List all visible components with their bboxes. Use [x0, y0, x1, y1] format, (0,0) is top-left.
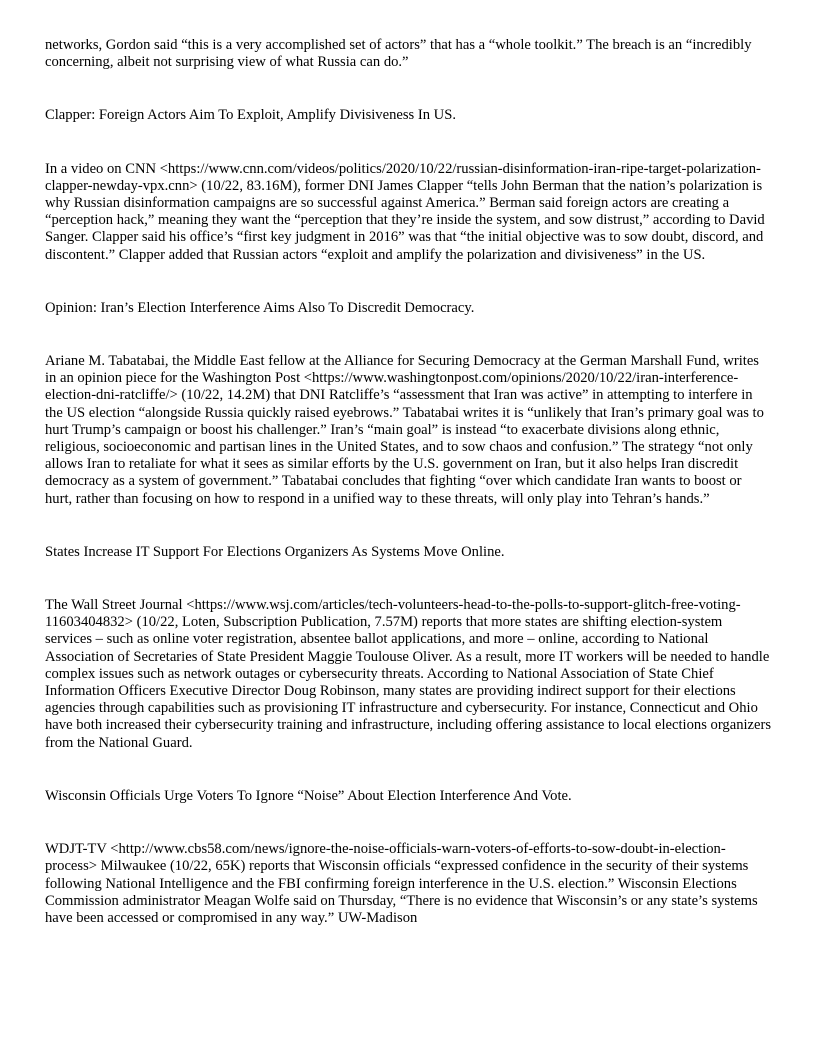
- section-body-wisconsin: WDJT-TV <http://www.cbs58.com/news/ignore-the-noise-officials-warn-voters-of-efforts-to-sow-doubt-in-election-process> Milwaukee (10/22, 65K) reports that Wisconsin officials “expressed confidence in the security of their systems following National Intelligence and the FBI confirming foreign interference in the U.S. election.” Wisconsin Elections Commission administrator Meagan Wolfe said on Thursday, “There is no evidence that Wisconsin’s or any state’s systems have been accessed or compromised in any way.” UW-Madison: [45, 841, 758, 926]
- spacer: [45, 264, 772, 300]
- spacer: [45, 125, 772, 161]
- spacer: [45, 752, 772, 788]
- spacer: [45, 561, 772, 597]
- section-headline-it-support: States Increase IT Support For Elections Organizers As Systems Move Online.: [45, 543, 505, 560]
- document-page: [45, 37, 772, 927]
- spacer: [45, 317, 772, 353]
- section-body-iran-opinion: Ariane M. Tabatabai, the Middle East fellow at the Alliance for Securing Democracy at the German Marshall Fund, writes in an opinion piece for the Washington Post <https://www.washingtonpost.com/opinions/2020/10/22/iran-interference-election-dni-ratcliffe/> (10/22, 14.2M) that DNI Ratcliffe’s “assessment that Iran was active” in attempting to interfere in the US election “alongside Russia quickly raised eyebrows.” Tabatabai writes it is “unlikely that Iran’s primary goal was to hurt Trump’s campaign or boost his challenger.” Iran’s “main goal” is instead “to exacerbate divisions along ethnic, religious, socioeconomic and partisan lines in the United States, and to sow chaos and confusion.” The strategy “not only allows Iran to retaliate for what it sees as similar efforts by the U.S. government on Iran, but it also helps Iran discredit democracy as a system of government.” Tabatabai concludes that fighting “over which candidate Iran wants to boost or hurt, rather than focusing on how to respond in a unified way to these threats, will only play into Tehran’s hands.”: [45, 353, 764, 507]
- spacer: [45, 71, 772, 107]
- section-body-it-support: The Wall Street Journal <https://www.wsj.com/articles/tech-volunteers-head-to-the-polls-to-support-glitch-free-voting-11603404832> (10/22, Loten, Subscription Publication, 7.57M) reports that more states are shifting election-system services – such as online voter registration, absentee ballot applications, and more – online, according to National Association of Secretaries of State President Maggie Toulouse Oliver. As a result, more IT workers will be needed to handle complex issues such as network outages or cybersecurity threats. According to National Association of State Chief Information Officers Executive Director Doug Robinson, many states are providing indirect support for their elections agencies through capabilities such as provisioning IT infrastructure and cybersecurity. For instance, Connecticut and Ohio have both increased their cybersecurity training and infrastructure, including offering assistance to local elections organizers from the National Guard.: [45, 597, 772, 751]
- spacer: [45, 508, 772, 544]
- spacer: [45, 805, 772, 841]
- section-headline-clapper: Clapper: Foreign Actors Aim To Exploit, Amplify Divisiveness In US.: [45, 107, 456, 124]
- section-headline-wisconsin: Wisconsin Officials Urge Voters To Ignore “Noise” About Election Interference And Vote.: [45, 787, 572, 804]
- intro-paragraph: networks, Gordon said “this is a very accomplished set of actors” that has a “whole toolkit.” The breach is an “incredibly concerning, albeit not surprising view of what Russia can do.”: [45, 37, 752, 71]
- section-headline-iran-opinion: Opinion: Iran’s Election Interference Aims Also To Discredit Democracy.: [45, 299, 475, 316]
- section-body-clapper: In a video on CNN <https://www.cnn.com/videos/politics/2020/10/22/russian-disinformation-iran-ripe-target-polarization-clapper-newday-vpx.cnn> (10/22, 83.16M), former DNI James Clapper “tells John Berman that the nation’s polarization is why Russian disinformation campaigns are so successful against America.” Berman said foreign actors are creating a “perception hack,” meaning they want the “perception that they’re inside the system, and sow distrust,” according to David Sanger. Clapper said his office’s “first key judgment in 2016” was that “the initial objective was to sow doubt, discord, and discontent.” Clapper added that Russian actors “exploit and amplify the polarization and divisiveness” in the US.: [45, 160, 765, 263]
